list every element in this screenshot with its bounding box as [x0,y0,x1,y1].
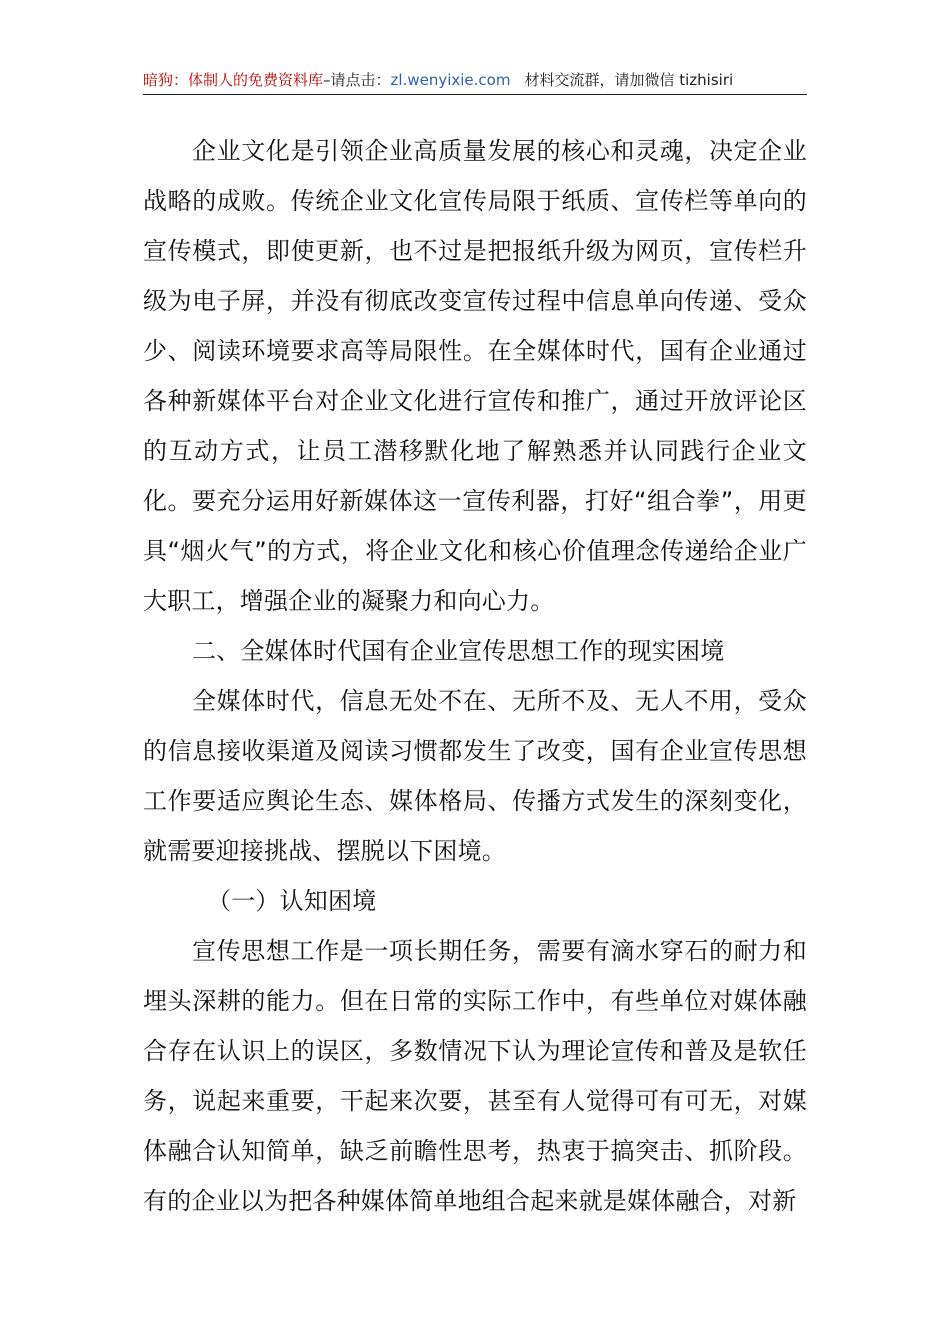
header-prompt: –请点击： [323,71,391,89]
paragraph-corporate-culture: 企业文化是引领企业高质量发展的核心和灵魂，决定企业战略的成败。传统企业文化宣传局限于纸质、宣传栏等单向的宣传模式，即使更新，也不过是把报纸升级为网页，宣传栏升级为电子屏，并没有彻底改变宣传过程中信息单向传递、受众少、阅读环境要求高等局限性。在全媒体时代，国有企业通过各种新媒体平台对企业文化进行宣传和推广，通过开放评论区的互动方式，让员工潜移默化地了解熟悉并认同践行企业文化。要充分运用好新媒体这一宣传利器，打好“组合拳”，用更具“烟火气”的方式，将企业文化和核心价值理念传递给企业广大职工，增强企业的凝聚力和向心力。 [143,137,807,615]
paragraph-all-media-era: 全媒体时代，信息无处不在、无所不及、无人不用，受众的信息接收渠道及阅读习惯都发生了改变，国有企业宣传思想工作要适应舆论生态、媒体格局、传播方式发生的深刻变化，就需要迎接挑战、摆脱以下困境。 [143,687,807,865]
paragraph-cognitive-dilemma: 宣传思想工作是一项长期任务，需要有滴水穿石的耐力和埋头深耕的能力。但在日常的实际工作中，有些单位对媒体融合存在认识上的误区，多数情况下认为理论宣传和普及是软任务，说起来重要，干起来次要，甚至有人觉得可有可无，对媒体融合认知简单，缺乏前瞻性思考，热衷于搞突击、抓阶段。有的企业以为把各种媒体简单地组合起来就是媒体融合，对新 [143,937,807,1215]
document-body [143,126,807,1226]
header-brand: 暗狗：体制人的免费资料库 [143,71,324,89]
page-header [143,68,807,95]
section-heading-2: 二、全媒体时代国有企业宣传思想工作的现实困境 [192,637,725,665]
header-group-info: 材料交流群，请加微信 tizhisiri [524,71,734,89]
header-link[interactable]: zl.wenyixie.com [390,71,511,89]
subsection-heading-1: （一）认知困境 [207,887,377,915]
